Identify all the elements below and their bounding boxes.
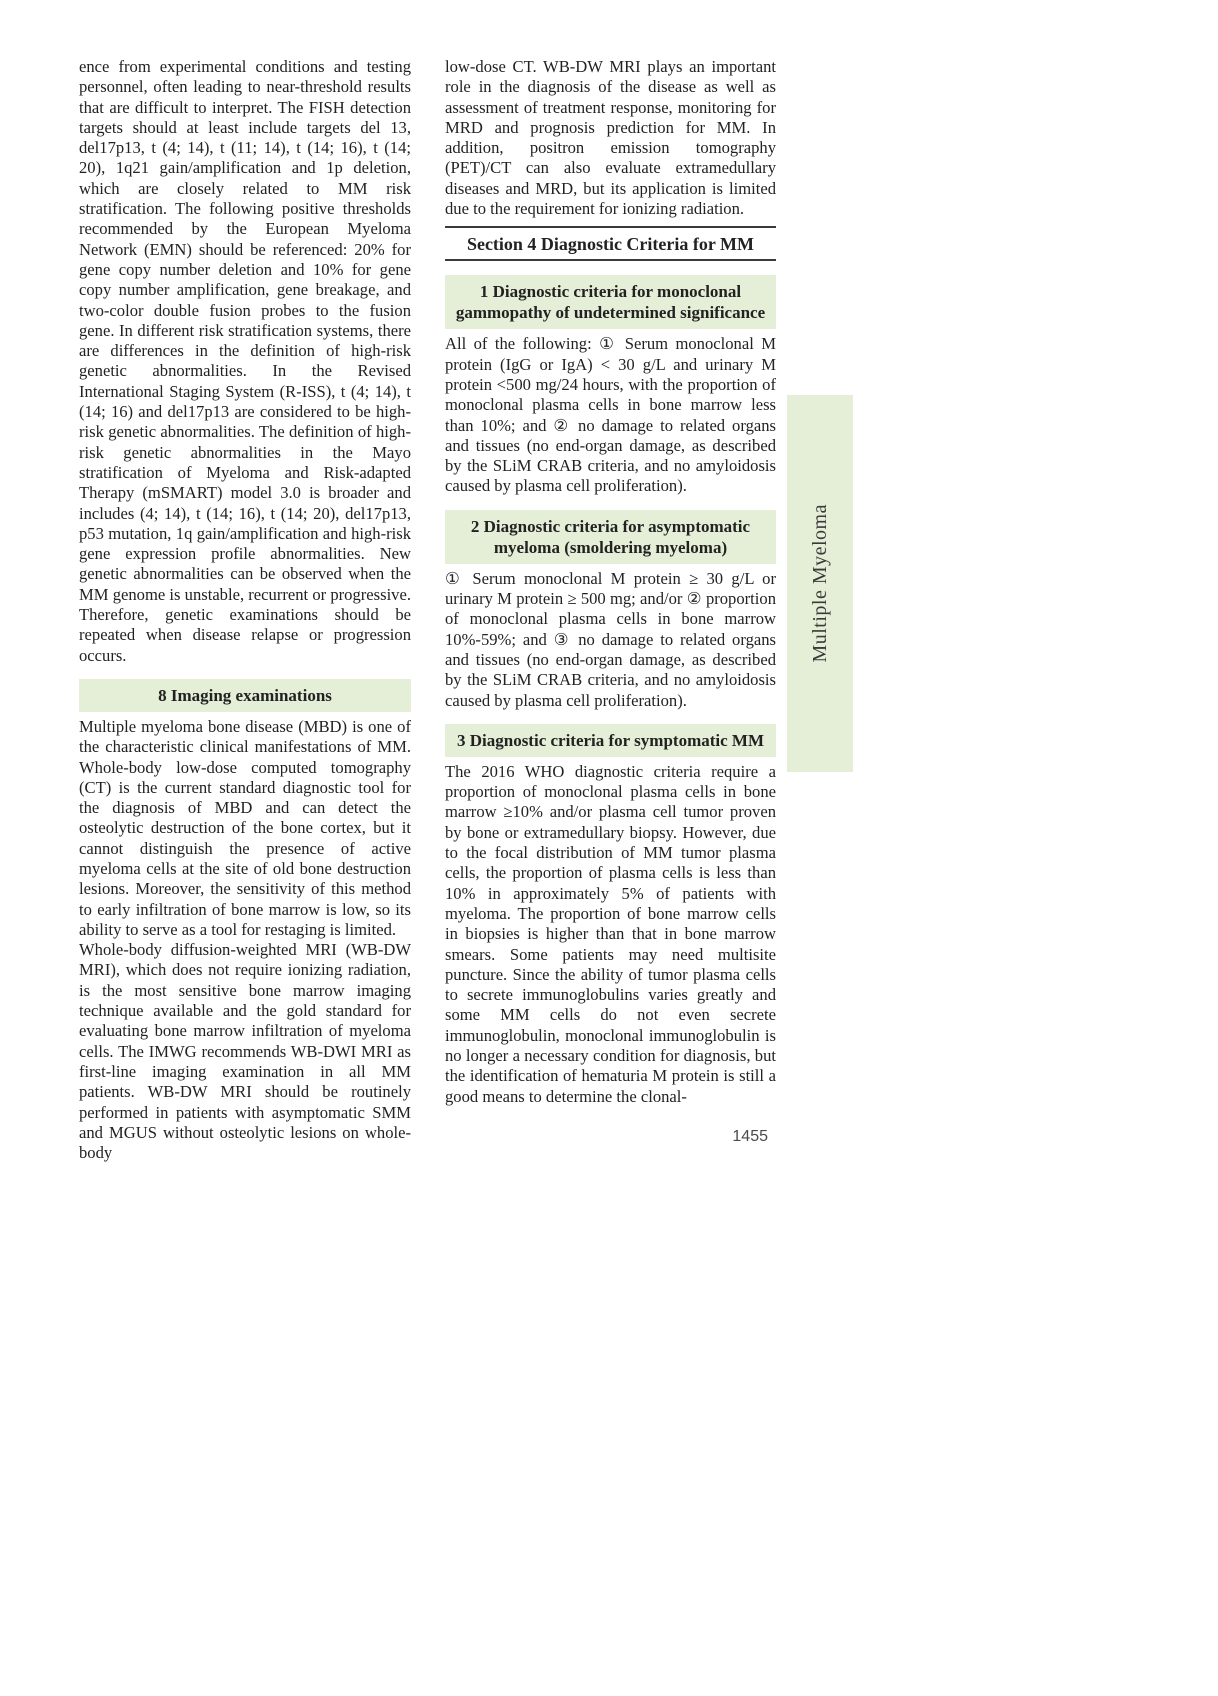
- subsection-smoldering-myeloma: [445, 510, 776, 711]
- body-paragraph: ① Serum monoclonal M protein ≥ 30 g/L or urinary M protein ≥ 500 mg; and/or ② proportion of monoclonal plasma cells in bone marrow 10%-59%; and ③ no damage to related organs and tissues (no end-organ damage, as described by the SLiM CRAB criteria, and no amyloidosis caused by plasma cell proliferation).: [445, 568, 776, 710]
- body-paragraph: Whole-body diffusion-weighted MRI (WB-DW MRI), which does not require ionizing radiation, is the most sensitive bone marrow imaging technique available and the gold standard for evaluating bone marrow infiltration of myeloma cells. The IMWG recommends WB-DWI MRI as first-line imaging examination in all MM patients. WB-DW MRI should be routinely performed in patients with asymptomatic SMM and MGUS without osteolytic lesions on whole-body: [79, 940, 411, 1163]
- subsection-heading-mgus: 1 Diagnostic criteria for monoclonal gammopathy of undetermined significance: [445, 275, 776, 329]
- chapter-thumb-tab-label: Multiple Myeloma: [808, 504, 831, 663]
- chapter-thumb-tab: [787, 395, 853, 772]
- section-heading-diagnostic-criteria: Section 4 Diagnostic Criteria for MM: [445, 226, 776, 261]
- body-paragraph: All of the following: ① Serum monoclonal M protein (IgG or IgA) < 30 g/L and urinary M protein <500 mg/24 hours, with the proportion of monoclonal plasma cells in bone marrow less than 10%; and ② no damage to related organs and tissues (no end-organ damage, as described by the SLiM CRAB criteria, and no amyloidosis caused by plasma cell proliferation).: [445, 334, 776, 496]
- body-paragraph: Multiple myeloma bone disease (MBD) is one of the characteristic clinical manifestations of MM. Whole-body low-dose computed tomography (CT) is the current standard diagnostic tool for the diagnosis of MBD and can detect the osteolytic destruction of the bone cortex, but it cannot distinguish the presence of active myeloma cells at the site of old bone destruction lesions. Moreover, the sensitivity of this method to early infiltration of bone marrow is low, so its ability to serve as a tool for restaging is limited.: [79, 716, 411, 939]
- subsection-mgus: [445, 275, 776, 496]
- subsection-heading-smoldering: 2 Diagnostic criteria for asymptomatic myeloma (smoldering myeloma): [445, 510, 776, 564]
- right-column: [445, 57, 776, 1107]
- left-column: [79, 57, 411, 1163]
- section-heading-imaging-examinations: 8 Imaging examinations: [79, 679, 411, 712]
- subsection-heading-symptomatic: 3 Diagnostic criteria for symptomatic MM: [445, 724, 776, 757]
- body-paragraph: low-dose CT. WB-DW MRI plays an important role in the diagnosis of the disease as well as assessment of treatment response, monitoring for MRD and prognosis prediction for MM. In addition, positron emission tomography (PET)/CT can also evaluate extramedullary diseases and MRD, but its application is limited due to the requirement for ionizing radiation.: [445, 57, 776, 219]
- page-number: 1455: [732, 1128, 768, 1145]
- subsection-symptomatic-mm: [445, 724, 776, 1107]
- body-paragraph: ence from experimental conditions and testing personnel, often leading to near-threshold results that are difficult to interpret. The FISH detection targets should at least include targets del 13, del17p13, t (4; 14), t (11; 14), t (14; 16), t (14; 20), 1q21 gain/amplification and 1p deletion, which are closely related to MM risk stratification. The following positive thresholds recommended by the European Myeloma Network (EMN) should be referenced: 20% for gene copy number deletion and 10% for gene copy number amplification, gene breakage, and two-color double fusion probes to the fusion gene. In different risk stratification systems, there are differences in the definition of high-risk genetic abnormalities. In the Revised International Staging System (R-ISS), t (4; 14), t (14; 16) and del17p13 are considered to be high-risk genetic abnormalities. The definition of high-risk genetic abnormalities in the Mayo stratification of Myeloma and Risk-adapted Therapy (mSMART) model 3.0 is broader and includes (4; 14), t (14; 16), t (14; 20), del17p13, p53 mutation, 1q gain/amplification and high-risk gene expression profile abnormalities. New genetic abnormalities can be observed when the MM genome is unstable, recurrent or progressive. Therefore, genetic examinations should be repeated when disease relapse or progression occurs.: [79, 57, 411, 665]
- body-paragraph: The 2016 WHO diagnostic criteria require a proportion of monoclonal plasma cells in bone marrow ≥10% and/or plasma cell tumor proven by bone or extramedullary biopsy. However, due to the focal distribution of MM tumor plasma cells, the proportion of plasma cells is less than 10% in approximately 5% of patients with myeloma. The proportion of bone marrow cells in biopsies is higher than that in bone marrow smears. Some patients may need multisite puncture. Since the ability of tumor plasma cells to secrete immunoglobulins varies greatly and some MM cells do not even secrete immunoglobulin, monoclonal immunoglobulin is no longer a necessary condition for diagnosis, but the identification of hematuria M protein is still a good means to determine the clonal-: [445, 761, 776, 1106]
